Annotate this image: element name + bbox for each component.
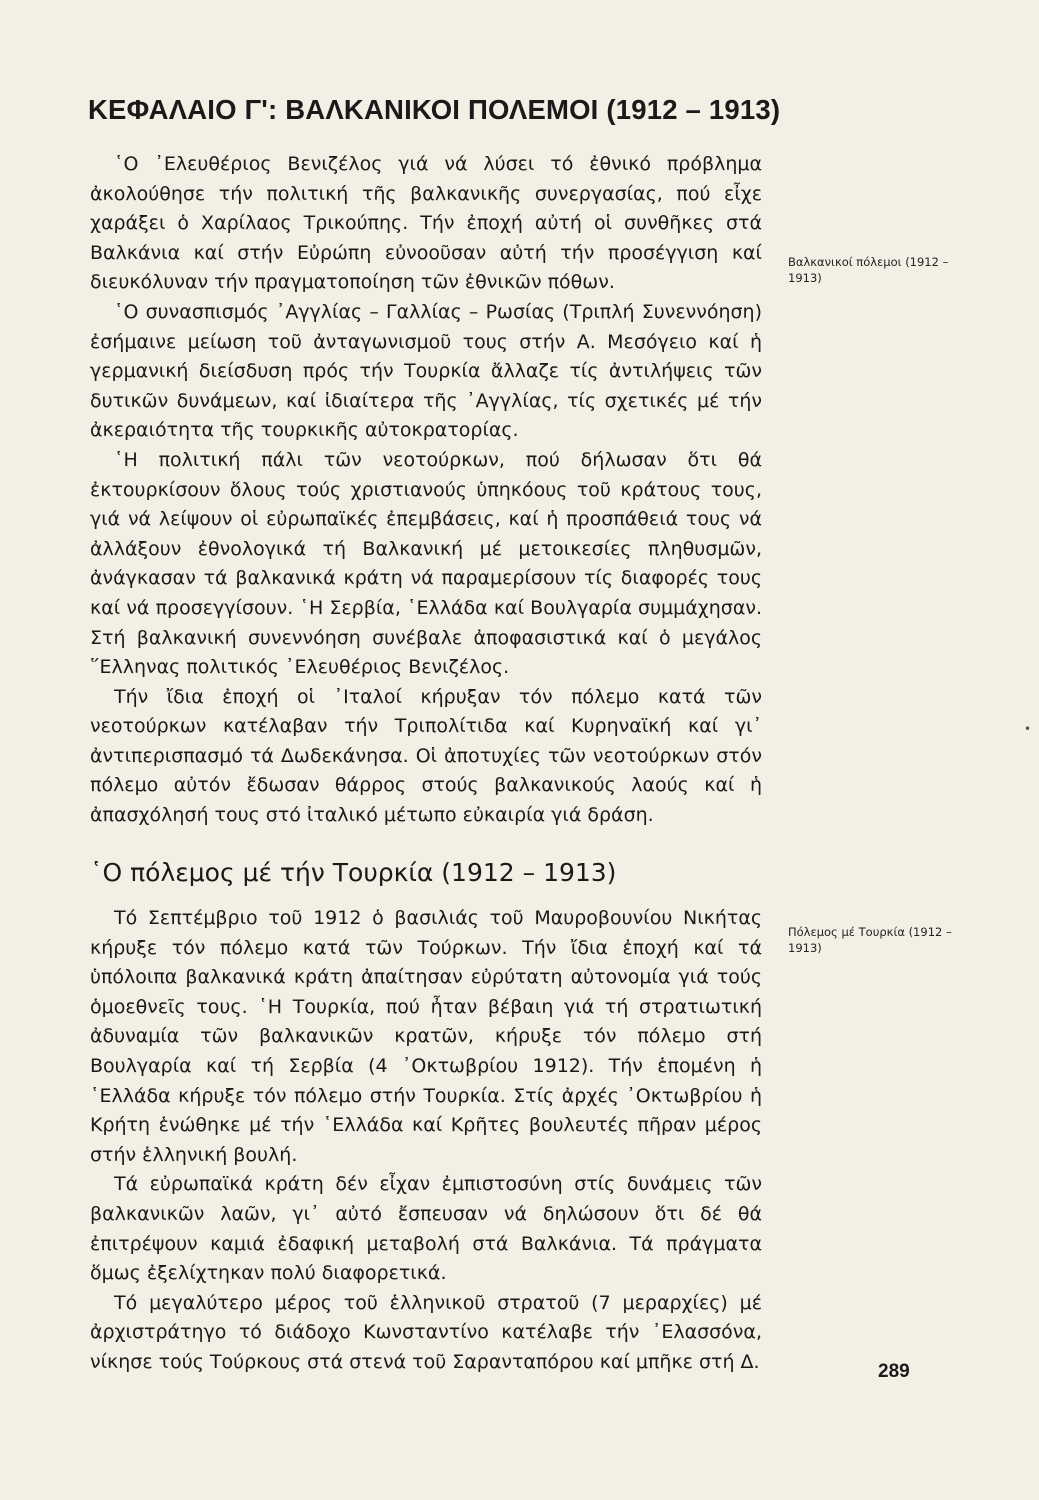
paragraph: ῾Ο ᾿Ελευθέριος Βενιζέλος γιά νά λύσει τό ἐθνικό πρόβλημα ἀκολούθησε τήν πολιτική τῆς βαλκανικῆς συνεργασίας, πού εἶχε χαράξει ὁ Χαρίλαος Τρικούπης. Τήν ἐποχή αὐτή οἱ συνθῆκες στά Βαλκάνια καί στήν Εὐρώπη εὐνοοῦσαν αὐτή τήν προσέγγιση καί διευκόλυναν τήν πραγματοποίηση τῶν ἐθνικῶν πόθων.	[90, 153, 762, 294]
section-intro-text	[90, 150, 762, 831]
chapter-title: ΚΕΦΑΛΑΙΟ Γ': ΒΑΛΚΑΝΙΚΟΙ ΠΟΛΕΜΟΙ (1912 – 1913)	[88, 94, 781, 125]
paragraph: Τά εὐρωπαϊκά κράτη δέν εἶχαν ἐμπιστοσύνη στίς δυνάμεις τῶν βαλκανικῶν λαῶν, γι᾿ αὐτό ἔσπευσαν νά δηλώσουν ὅτι δέ θά ἐπιτρέψουν καμιά ἐδαφική μεταβολή στά Βαλκάνια. Τά πράγματα ὅμως ἐξελίχτηκαν πολύ διαφορετικά.	[90, 1173, 762, 1285]
margin-note-war-turkey: Πόλεμος μέ Τουρκία (1912 – 1913)	[788, 925, 952, 955]
section-heading: ῾Ο πόλεμος μέ τήν Τουρκία (1912 – 1913)	[90, 858, 617, 887]
paragraph: Τήν ἴδια ἐποχή οἱ ᾿Ιταλοί κήρυξαν τόν πόλεμο κατά τῶν νεοτούρκων κατέλαβαν τήν Τριπολίτιδα καί Κυρηναϊκή καί γι᾿ ἀντιπερισπασμό τά Δωδεκάνησα. Οἱ ἀποτυχίες τῶν νεοτούρκων στόν πόλεμο αὐτόν ἔδωσαν θάρρος στούς βαλκανικούς λαούς καί ἡ ἀπασχόλησή τους στό ἰταλικό μέτωπο εὐκαιρία γιά δράση.	[90, 685, 762, 827]
paragraph: Τό Σεπτέμβριο τοῦ 1912 ὁ βασιλιάς τοῦ Μαυροβουνίου Νικήτας κήρυξε τόν πόλεμο κατά τῶν Τούρκων. Τήν ἴδια ἐποχή καί τά ὑπόλοιπα βαλκανικά κράτη ἀπαίτησαν εὐρύτατη αὐτονομία γιά τούς ὁμοεθνεῖς τους. ῾Η Τουρκία, πού ἦταν βέβαιη γιά τή στρατιωτική ἀδυναμία τῶν βαλκανικῶν κρατῶν, κήρυξε τόν πόλεμο στή Βουλγαρία καί τή Σερβία (4 ᾿Οκτωβρίου 1912). Τήν ἑπομένη ἡ ῾Ελλάδα κήρυξε τόν πόλεμο στήν Τουρκία. Στίς ἀρχές ᾿Οκτωβρίου ἡ Κρήτη ἑνώθηκε μέ τήν ῾Ελλάδα καί Κρῆτες βουλευτές πῆραν μέρος στήν ἑλληνική βουλή.	[90, 907, 762, 1166]
section-war-text	[90, 904, 762, 1378]
paragraph: ῾Η πολιτική πάλι τῶν νεοτούρκων, πού δήλωσαν ὅτι θά ἐκτουρκίσουν ὅλους τούς χριστιανούς ὑπηκόους τοῦ κράτους τους, γιά νά λείψουν οἱ εὐρωπαϊκές ἐπεμβάσεις, καί ἡ προσπάθειά τους νά ἀλλάξουν ἐθνολογικά τή Βαλκανική μέ μετοικεσίες πληθυσμῶν, ἀνάγκασαν τά βαλκανικά κράτη νά παραμερίσουν τίς διαφορές τους καί νά προσεγγίσουν. ῾Η Σερβία, ῾Ελλάδα καί Βουλγαρία συμμάχησαν. Στή βαλκανική συνεννόηση συνέβαλε ἀποφασιστικά καί ὁ μεγάλος ῞Ελληνας πολιτικός ᾿Ελευθέριος Βενιζέλος.	[90, 448, 762, 679]
edge-mark: •	[1024, 722, 1032, 736]
page-number: 289	[878, 1361, 910, 1382]
paragraph: ῾Ο συνασπισμός ᾿Αγγλίας – Γαλλίας – Ρωσίας (Τριπλή Συνεννόηση) ἐσήμαινε μείωση τοῦ ἀνταγωνισμοῦ τους στήν Α. Μεσόγειο καί ἡ γερμανική διείσδυση πρός τήν Τουρκία ἄλλαζε τίς ἀντιλήψεις τῶν δυτικῶν δυνάμεων, καί ἰδιαίτερα τῆς ᾿Αγγλίας, τίς σχετικές μέ τήν ἀκεραιότητα τῆς τουρκικῆς αὐτοκρατορίας.	[90, 300, 762, 442]
margin-note-balkan-wars: Βαλκανικοί πόλεμοι (1912 – 1913)	[788, 255, 949, 285]
paragraph: Τό μεγαλύτερο μέρος τοῦ ἑλληνικοῦ στρατοῦ (7 μεραρχίες) μέ ἀρχιστράτηγο τό διάδοχο Κωνσταντίνο κατέλαβε τήν ᾿Ελασσόνα, νίκησε τούς Τούρκους στά στενά τοῦ Σαρανταπόρου καί μπῆκε στή Δ.	[90, 1291, 762, 1373]
